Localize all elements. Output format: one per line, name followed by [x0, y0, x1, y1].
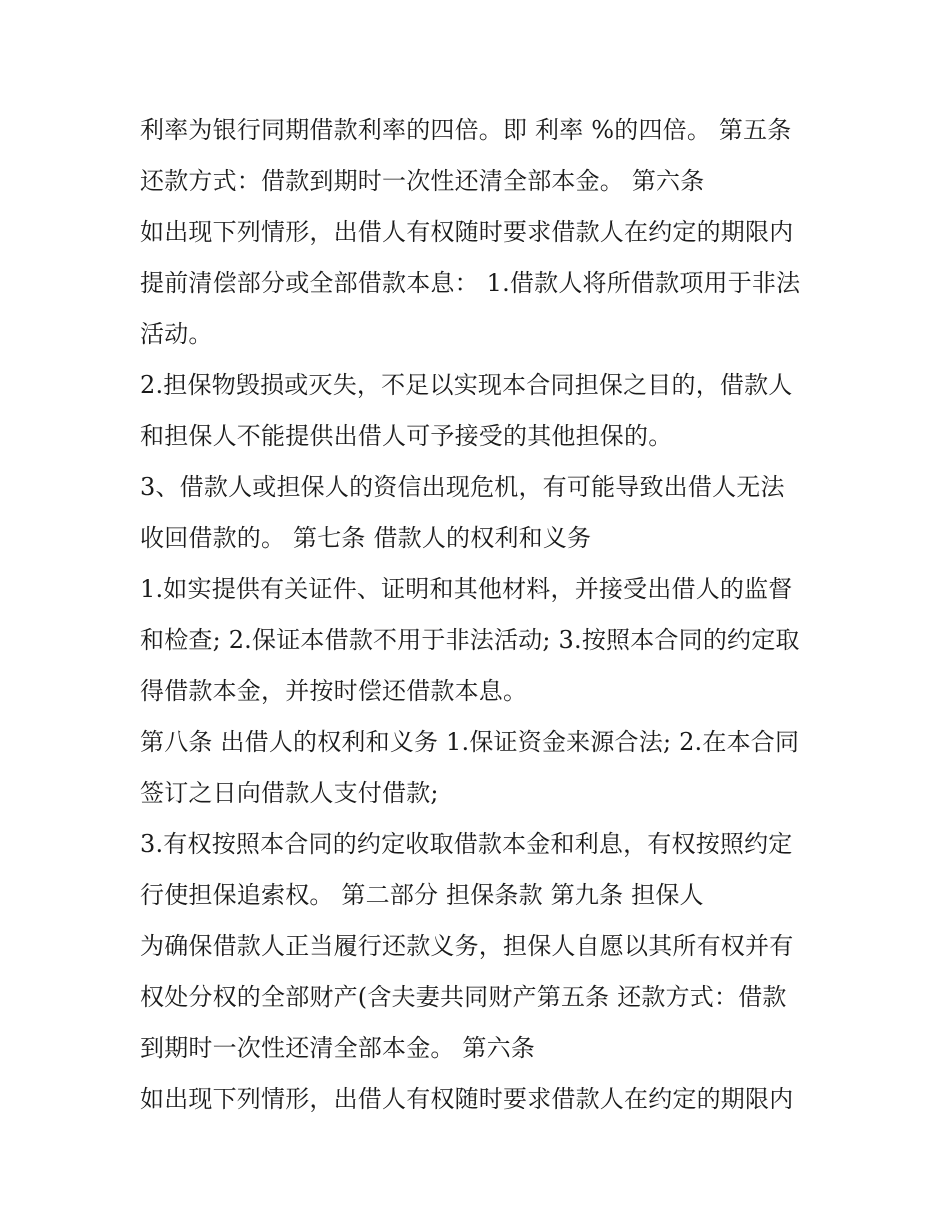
text-line: 为确保借款人正当履行还款义务，担保人自愿以其所有权并有	[140, 932, 794, 960]
text-line: 行使担保追索权。 第二部分 担保条款 第九条 担保人	[140, 881, 704, 909]
text-line: 收回借款的。 第七条 借款人的权利和义务	[140, 524, 592, 552]
text-line: 到期时一次性还清全部本金。 第六条	[140, 1034, 536, 1062]
text-line: 如出现下列情形，出借人有权随时要求借款人在约定的期限内	[140, 218, 794, 246]
text-line: 第八条 出借人的权利和义务 1.保证资金来源合法; 2.在本合同	[140, 728, 800, 756]
text-line: 如出现下列情形，出借人有权随时要求借款人在约定的期限内	[140, 1085, 794, 1113]
text-line: 活动。	[140, 320, 213, 348]
text-line: 得借款本金，并按时偿还借款本息。	[140, 677, 528, 705]
text-line: 权处分权的全部财产(含夫妻共同财产第五条 还款方式：借款	[140, 983, 787, 1011]
text-line: 2.担保物毁损或灭失，不足以实现本合同担保之目的，借款人	[140, 371, 793, 399]
text-line: 签订之日向借款人支付借款;	[140, 779, 439, 807]
text-line: 和检查; 2.保证本借款不用于非法活动; 3.按照本合同的约定取	[140, 626, 800, 654]
text-line: 还款方式：借款到期时一次性还清全部本金。 第六条	[140, 167, 705, 195]
document-body	[140, 105, 840, 1125]
text-line: 和担保人不能提供出借人可予接受的其他担保的。	[140, 422, 673, 450]
text-line: 3.有权按照本合同的约定收取借款本金和利息，有权按照约定	[140, 830, 793, 858]
text-line: 利率为银行同期借款利率的四倍。即 利率 %的四倍。 第五条	[140, 116, 792, 144]
text-line: 3、借款人或担保人的资信出现危机，有可能导致出借人无法	[140, 473, 785, 501]
text-line: 1.如实提供有关证件、证明和其他材料，并接受出借人的监督	[140, 575, 793, 603]
text-line: 提前清偿部分或全部借款本息： 1.借款人将所借款项用于非法	[140, 269, 801, 297]
